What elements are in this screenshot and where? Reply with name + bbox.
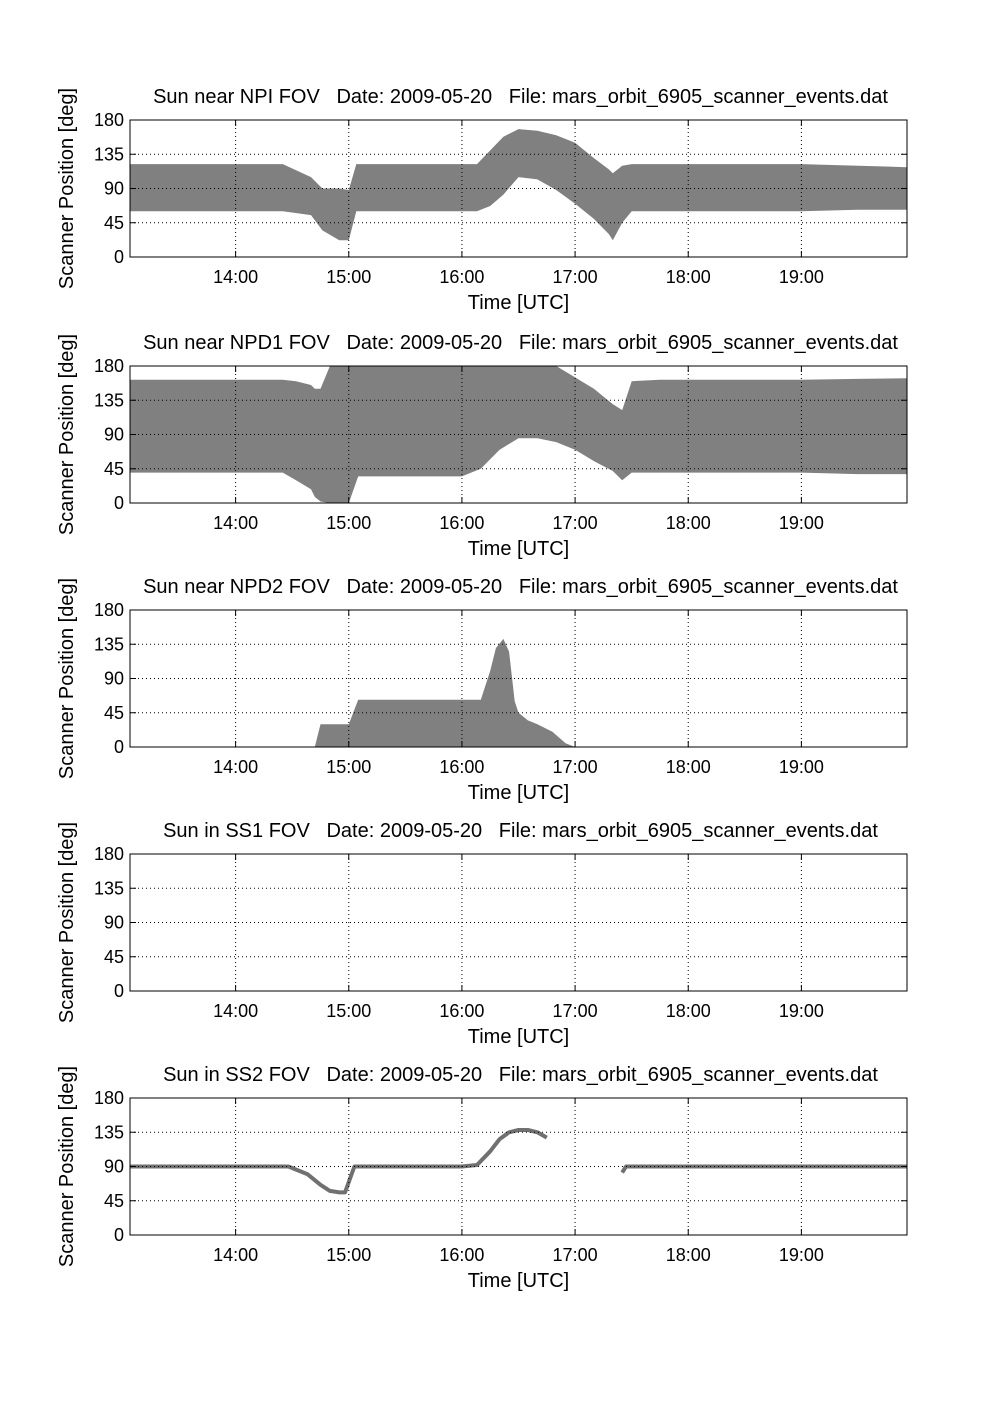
panel-title: Sun in SS1 FOV Date: 2009-05-20 File: mars_orbit_6905_scanner_events.dat (163, 820, 878, 842)
x-tick-label: 15:00 (326, 1001, 372, 1021)
panel-1 (56, 86, 907, 314)
x-tick-label: 18:00 (665, 513, 711, 533)
panel-2 (56, 332, 907, 560)
x-axis-label: Time [UTC] (467, 782, 570, 804)
y-tick-label: 90 (103, 424, 124, 445)
x-tick-label: 17:00 (552, 267, 598, 287)
x-tick-label: 16:00 (439, 267, 485, 287)
y-tick-label: 180 (93, 1088, 124, 1108)
x-tick-label: 19:00 (778, 1245, 824, 1265)
x-tick-label: 14:00 (213, 1245, 259, 1265)
x-tick-label: 18:00 (665, 1245, 711, 1265)
x-tick-label: 17:00 (552, 1245, 598, 1265)
y-tick-label: 180 (93, 600, 124, 620)
x-tick-label: 14:00 (213, 1001, 259, 1021)
x-tick-label: 16:00 (439, 513, 485, 533)
y-tick-label: 135 (93, 1122, 124, 1143)
y-tick-label: 180 (93, 110, 124, 130)
y-tick-label: 0 (113, 981, 124, 1001)
x-tick-label: 15:00 (326, 267, 372, 287)
x-axis-label: Time [UTC] (467, 538, 570, 560)
y-tick-label: 135 (93, 144, 124, 165)
x-tick-label: 19:00 (778, 1001, 824, 1021)
y-tick-label: 90 (103, 668, 124, 689)
x-tick-label: 17:00 (552, 513, 598, 533)
x-tick-label: 14:00 (213, 267, 259, 287)
y-tick-label: 45 (103, 946, 124, 967)
panel-4 (56, 820, 907, 1048)
panel-5 (56, 1064, 907, 1292)
y-tick-label: 180 (93, 844, 124, 864)
series-line-segment-2 (622, 1167, 907, 1173)
x-tick-label: 18:00 (665, 757, 711, 777)
panel-title: Sun near NPD2 FOV Date: 2009-05-20 File: mars_orbit_6905_scanner_events.dat (143, 576, 898, 598)
series-band-1 (315, 639, 575, 747)
x-tick-label: 17:00 (552, 757, 598, 777)
y-tick-label: 45 (103, 212, 124, 233)
x-tick-label: 16:00 (439, 1001, 485, 1021)
y-tick-label: 135 (93, 878, 124, 899)
y-tick-label: 45 (103, 1190, 124, 1211)
y-axis-label: Scanner Position [deg] (56, 821, 78, 1024)
x-tick-label: 14:00 (213, 513, 259, 533)
x-tick-label: 16:00 (439, 757, 485, 777)
y-axis-label: Scanner Position [deg] (56, 333, 78, 536)
y-tick-label: 0 (113, 1225, 124, 1245)
x-tick-label: 15:00 (326, 1245, 372, 1265)
x-tick-label: 18:00 (665, 267, 711, 287)
series-band-1 (130, 129, 907, 240)
y-tick-label: 90 (103, 1156, 124, 1177)
y-tick-label: 0 (113, 493, 124, 513)
y-tick-label: 90 (103, 912, 124, 933)
y-axis-label: Scanner Position [deg] (56, 1065, 78, 1268)
y-tick-label: 135 (93, 634, 124, 655)
x-tick-label: 16:00 (439, 1245, 485, 1265)
y-axis-label: Scanner Position [deg] (56, 577, 78, 780)
y-tick-label: 0 (113, 247, 124, 267)
x-tick-label: 17:00 (552, 1001, 598, 1021)
panel-3 (56, 576, 907, 804)
y-tick-label: 45 (103, 702, 124, 723)
x-tick-label: 18:00 (665, 1001, 711, 1021)
panel-title: Sun near NPD1 FOV Date: 2009-05-20 File: mars_orbit_6905_scanner_events.dat (143, 332, 898, 354)
x-tick-label: 15:00 (326, 513, 372, 533)
y-tick-label: 180 (93, 356, 124, 376)
x-axis-label: Time [UTC] (467, 1026, 570, 1048)
y-tick-label: 0 (113, 737, 124, 757)
x-tick-label: 19:00 (778, 513, 824, 533)
series-line-segment-1 (130, 1130, 547, 1192)
y-tick-label: 90 (103, 178, 124, 199)
x-tick-label: 19:00 (778, 267, 824, 287)
x-axis-label: Time [UTC] (467, 292, 570, 314)
x-axis-label: Time [UTC] (467, 1270, 570, 1292)
y-tick-label: 135 (93, 390, 124, 411)
panel-title: Sun in SS2 FOV Date: 2009-05-20 File: mars_orbit_6905_scanner_events.dat (163, 1064, 878, 1086)
x-tick-label: 14:00 (213, 757, 259, 777)
y-tick-label: 45 (103, 458, 124, 479)
x-tick-label: 19:00 (778, 757, 824, 777)
panel-title: Sun near NPI FOV Date: 2009-05-20 File: mars_orbit_6905_scanner_events.dat (153, 86, 888, 108)
x-tick-label: 15:00 (326, 757, 372, 777)
y-axis-label: Scanner Position [deg] (56, 87, 78, 290)
